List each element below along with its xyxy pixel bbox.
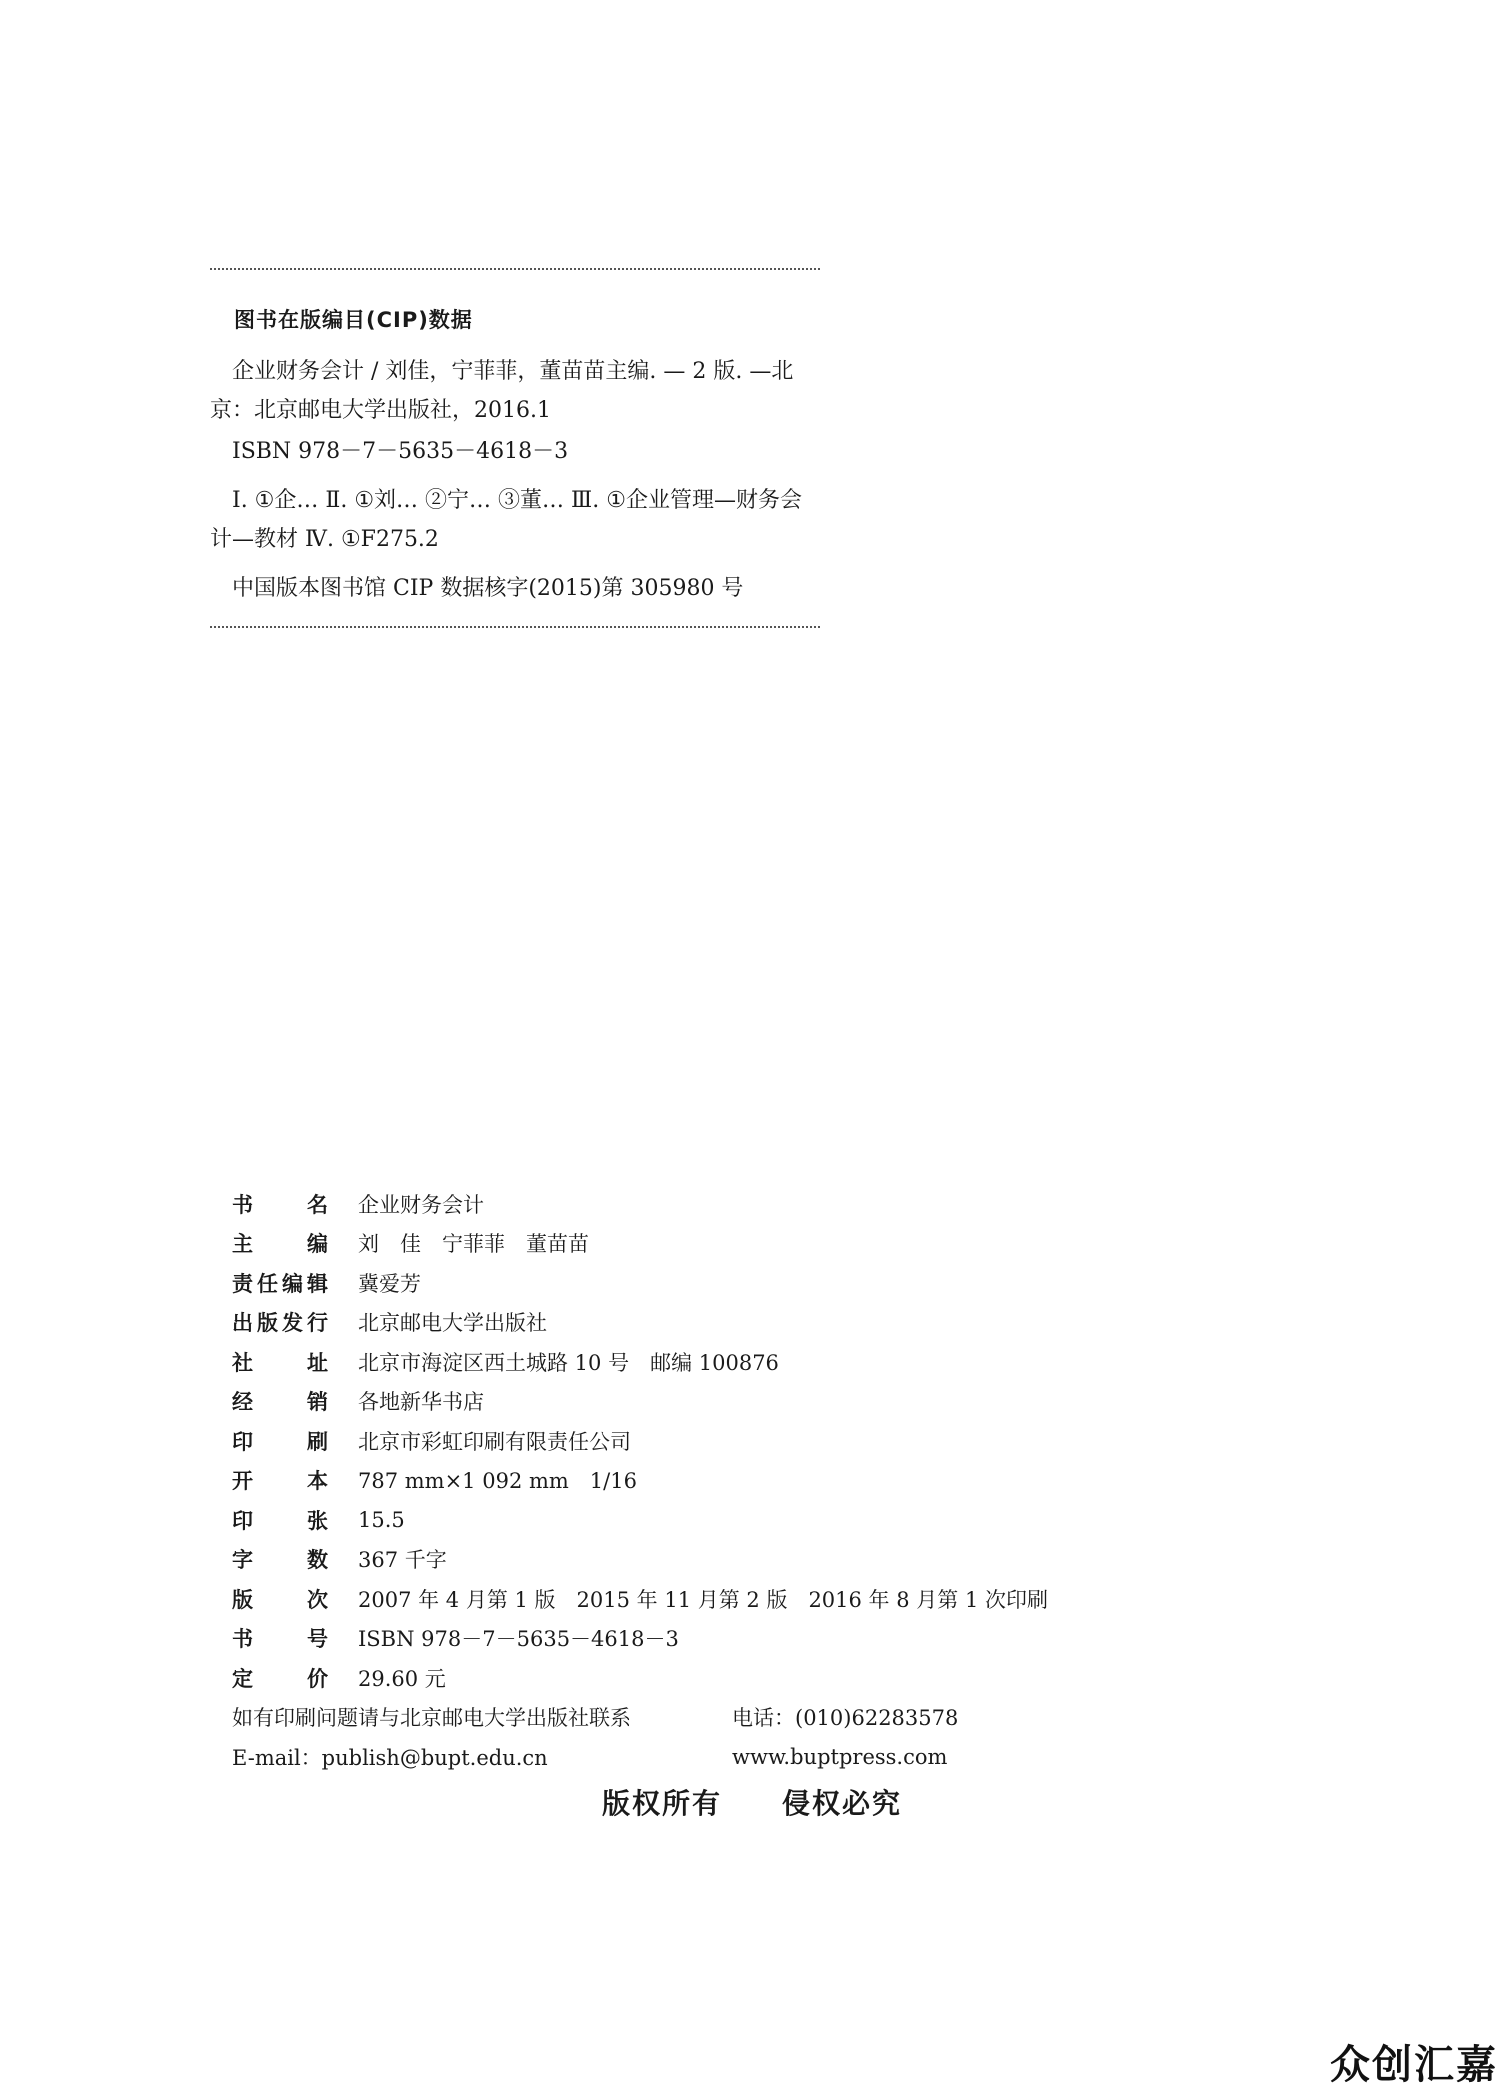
info-label-char: 次: [307, 1587, 328, 1612]
info-label-char: 书: [232, 1192, 253, 1217]
cip-main-entry: 企业财务会计 / 刘佳，宁菲菲，董苗苗主编. — 2 版. —北京：北京邮电大学出版社，2016.1: [210, 359, 794, 423]
info-row: [232, 1224, 1232, 1264]
info-row: [232, 1382, 1232, 1422]
info-label: [232, 1663, 328, 1693]
info-row: [232, 1500, 1232, 1540]
cip-section: [210, 268, 820, 628]
info-label-char: 经: [232, 1390, 253, 1415]
cip-title: 图书在版编目(CIP)数据: [234, 308, 473, 332]
info-label-char: 责: [232, 1271, 253, 1296]
info-label-char: 张: [307, 1508, 328, 1533]
contact-row-1: [232, 1698, 1232, 1738]
info-label-char: 定: [232, 1666, 253, 1691]
info-label-char: 名: [307, 1192, 328, 1217]
info-label: [232, 1623, 328, 1653]
info-row: [232, 1619, 1232, 1659]
info-row: [232, 1658, 1232, 1698]
copyright-notice: 版权所有 侵权必究: [601, 1787, 902, 1820]
info-label: [232, 1228, 328, 1258]
info-value: 787 mm×1 092 mm 1/16: [358, 1469, 637, 1494]
info-value: 367 千字: [358, 1548, 447, 1573]
info-row: [232, 1303, 1232, 1343]
info-value: 15.5: [358, 1507, 405, 1532]
info-label-char: 本: [307, 1469, 328, 1494]
cip-classification: Ⅰ. ①企… Ⅱ. ①刘… ②宁… ③董… Ⅲ. ①企业管理—财务会计—教材 Ⅳ. ①F275.2: [210, 488, 802, 552]
info-label-char: 版: [257, 1311, 278, 1336]
bottom-dotted-rule: [210, 626, 820, 628]
info-label: [232, 1268, 328, 1298]
info-label-char: 刷: [307, 1429, 328, 1454]
info-label-char: 出: [232, 1311, 253, 1336]
info-value: 2007 年 4 月第 1 版 2015 年 11 月第 2 版 2016 年 8 月第 1 次印刷: [358, 1587, 1048, 1612]
info-label-char: 编: [307, 1232, 328, 1257]
info-label: [232, 1307, 328, 1337]
info-label-char: 开: [232, 1469, 253, 1494]
info-label: [232, 1347, 328, 1377]
info-value: ISBN 978－7－5635－4618－3: [358, 1627, 679, 1652]
info-label-char: 辑: [307, 1271, 328, 1296]
info-label-char: 印: [232, 1429, 253, 1454]
info-row: [232, 1184, 1232, 1224]
info-row: [232, 1461, 1232, 1501]
info-label-char: 行: [307, 1311, 328, 1336]
info-label-char: 书: [232, 1627, 253, 1652]
info-label: [232, 1544, 328, 1574]
info-label-char: 字: [232, 1548, 253, 1573]
watermark-logo: 众创汇嘉: [1330, 2042, 1498, 2088]
info-label-char: 发: [282, 1311, 303, 1336]
publication-info: [232, 1184, 1232, 1777]
contact-row-2: [232, 1737, 1232, 1777]
info-label-char: 任: [257, 1271, 278, 1296]
info-row: [232, 1342, 1232, 1382]
info-label-char: 主: [232, 1232, 253, 1257]
info-value: 冀爱芳: [358, 1271, 421, 1296]
info-label-char: 数: [307, 1548, 328, 1573]
info-value: 刘 佳 宁菲菲 董苗苗: [358, 1232, 589, 1257]
info-value: 企业财务会计: [358, 1192, 484, 1217]
cip-isbn: ISBN 978－7－5635－4618－3: [232, 439, 569, 464]
info-value: 各地新华书店: [358, 1390, 484, 1415]
info-label-char: 版: [232, 1587, 253, 1612]
info-row: [232, 1263, 1232, 1303]
info-label-char: 印: [232, 1508, 253, 1533]
info-label: [232, 1584, 328, 1614]
info-label: [232, 1465, 328, 1495]
contact-website: www.buptpress.com: [732, 1744, 948, 1769]
info-value: 北京市彩虹印刷有限责任公司: [358, 1429, 631, 1454]
info-row: [232, 1579, 1232, 1619]
info-row: [232, 1421, 1232, 1461]
info-value: 北京市海淀区西土城路 10 号 邮编 100876: [358, 1350, 779, 1375]
info-label-char: 价: [307, 1666, 328, 1691]
info-label-char: 编: [282, 1271, 303, 1296]
info-label: [232, 1386, 328, 1416]
info-label: [232, 1505, 328, 1535]
contact-phone: 电话：(010)62283578: [732, 1706, 959, 1731]
info-value: 北京邮电大学出版社: [358, 1311, 547, 1336]
contact-note: 如有印刷问题请与北京邮电大学出版社联系: [232, 1706, 631, 1731]
info-value: 29.60 元: [358, 1666, 446, 1691]
info-row: [232, 1540, 1232, 1580]
info-label-char: 销: [307, 1390, 328, 1415]
info-label-char: 号: [307, 1627, 328, 1652]
top-dotted-rule: [210, 268, 820, 270]
info-label-char: 社: [232, 1350, 253, 1375]
info-label-char: 址: [307, 1350, 328, 1375]
cip-number: 中国版本图书馆 CIP 数据核字(2015)第 305980 号: [232, 576, 744, 601]
info-label: [232, 1426, 328, 1456]
info-label: [232, 1189, 328, 1219]
contact-email: E-mail：publish@bupt.edu.cn: [232, 1745, 548, 1770]
